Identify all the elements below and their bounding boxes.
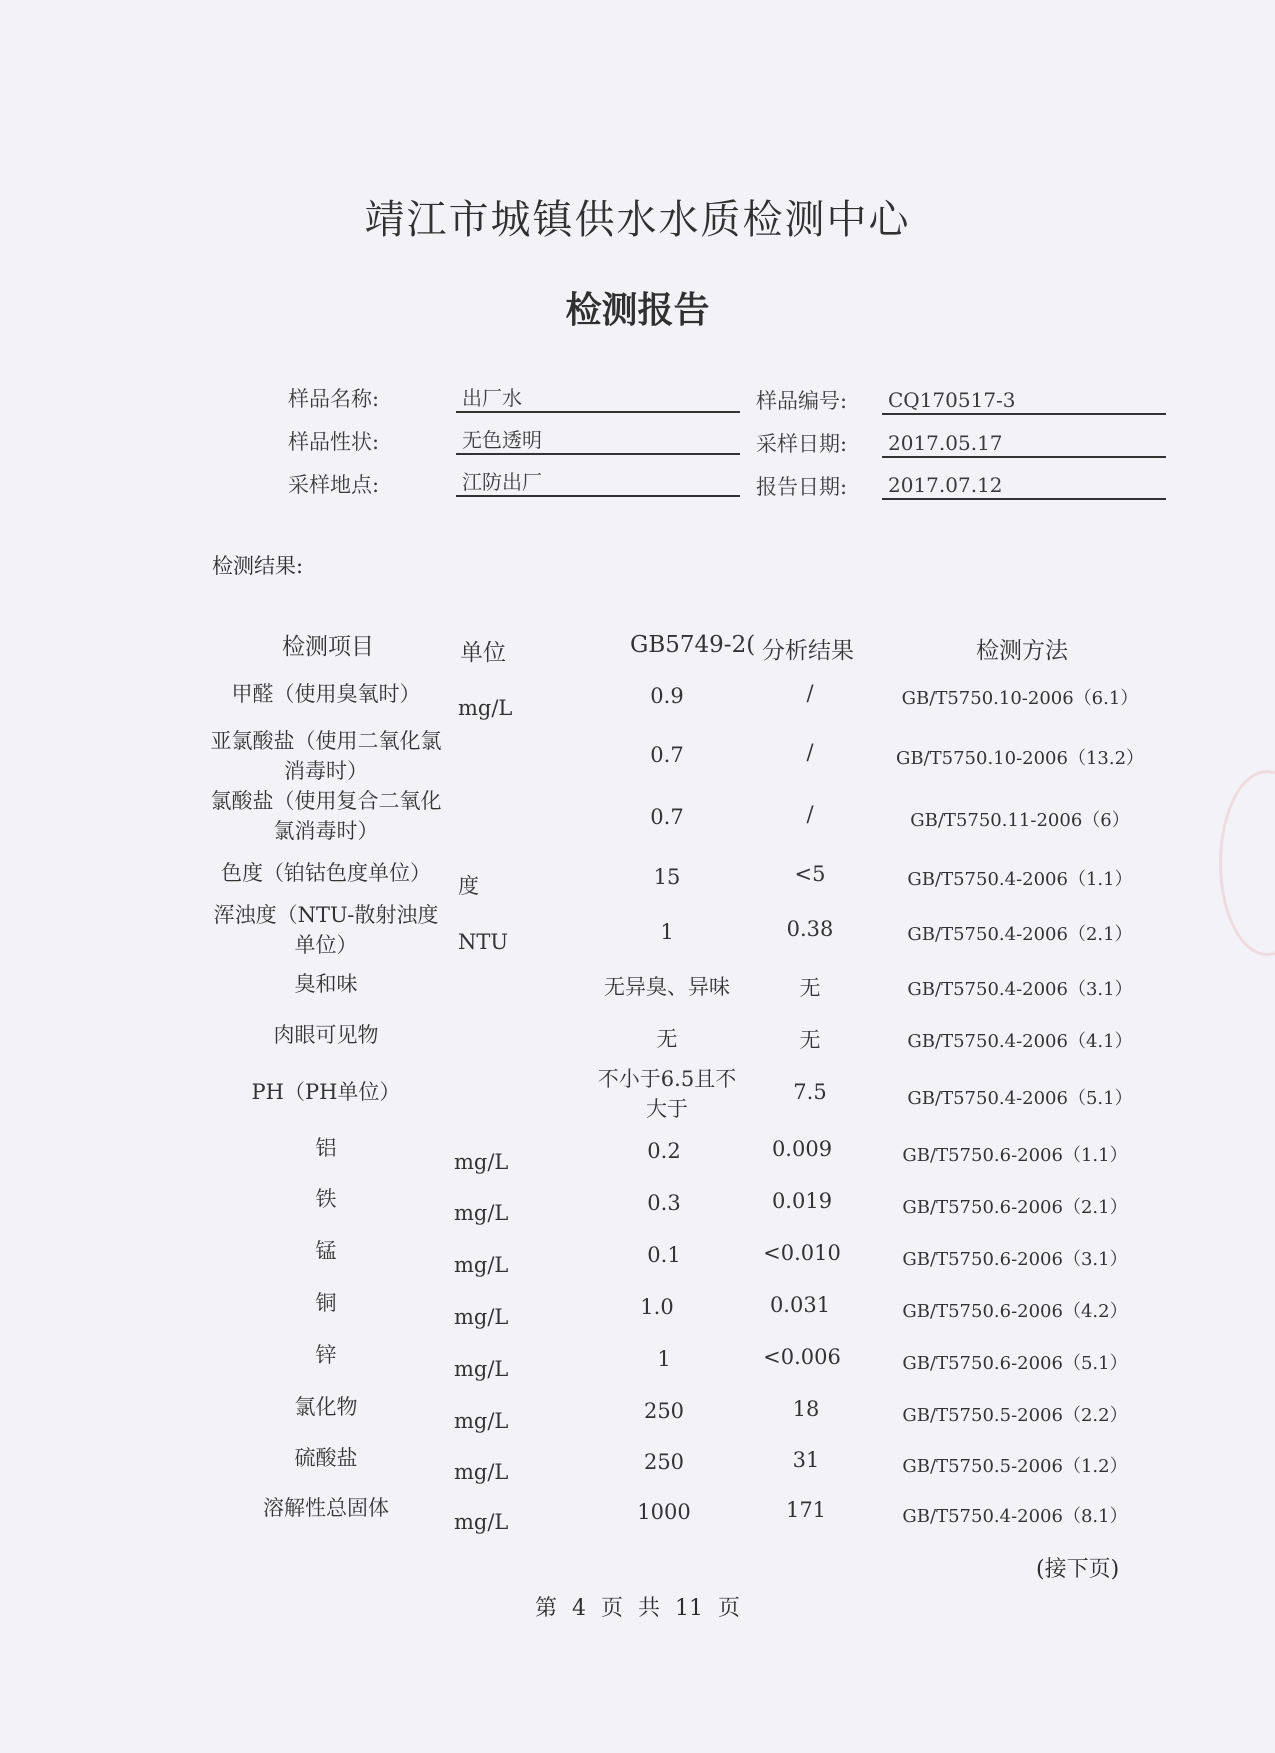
continue-note: (接下页) — [1036, 1557, 1120, 1582]
table-row-0-item: 甲醛（使用臭氧时） — [231, 682, 421, 706]
header-unit: 单位 — [460, 640, 506, 666]
table-row-14-unit: mg/L — [454, 1460, 509, 1484]
table-row-13-result: 18 — [792, 1397, 820, 1421]
table-row-0-unit: mg/L — [458, 696, 513, 720]
table-row-11-limit: 1.0 — [640, 1295, 674, 1319]
table-row-7-method: GB/T5750.4-2006（5.1） — [907, 1088, 1133, 1109]
table-row-11-result: 0.031 — [769, 1293, 831, 1317]
table-row-9-unit: mg/L — [454, 1201, 509, 1225]
table-row-8-unit: mg/L — [454, 1150, 509, 1174]
table-row-2-method: GB/T5750.11-2006（6） — [910, 810, 1130, 831]
table-row-9-result: 0.019 — [771, 1189, 833, 1213]
table-row-9-limit: 0.3 — [647, 1191, 681, 1215]
table-row-11-method: GB/T5750.6-2006（4.2） — [902, 1301, 1128, 1322]
sample-state-label: 样品性状: — [288, 430, 380, 454]
table-row-7-result: 7.5 — [793, 1080, 827, 1104]
sample-code-label: 样品编号: — [756, 389, 848, 413]
table-row-13-unit: mg/L — [454, 1409, 509, 1433]
table-row-3-method: GB/T5750.4-2006（1.1） — [907, 869, 1133, 890]
table-row-14-item: 硫酸盐 — [294, 1446, 358, 1470]
report-title: 检测报告 — [565, 289, 710, 331]
table-row-15-item: 溶解性总固体 — [263, 1496, 389, 1520]
sample-state-value: 无色透明 — [456, 425, 740, 455]
table-row-0-limit: 0.9 — [650, 684, 684, 708]
table-row-5-item: 臭和味 — [294, 972, 358, 996]
report-date-label: 报告日期: — [756, 475, 848, 499]
table-row-2-limit: 0.7 — [650, 805, 684, 829]
table-row-12-method: GB/T5750.6-2006（5.1） — [902, 1353, 1128, 1374]
table-row-0-result: / — [806, 681, 814, 705]
table-row-4-unit: NTU — [458, 930, 509, 954]
report-date-value: 2017.07.12 — [882, 470, 1166, 500]
table-row-7-limit: 不小于6.5且不大于 — [597, 1067, 737, 1121]
table-row-4-result: 0.38 — [786, 917, 834, 941]
table-row-5-result: 无 — [799, 976, 821, 1000]
sample-location-value: 江防出厂 — [456, 467, 740, 497]
page-number: 第 4 页 共 11 页 — [535, 1596, 740, 1621]
table-row-1-method: GB/T5750.10-2006（13.2） — [895, 748, 1145, 769]
table-row-3-item: 色度（铂钴色度单位） — [221, 861, 431, 885]
table-row-6-item: 肉眼可见物 — [273, 1023, 379, 1047]
table-row-11-item: 铜 — [315, 1291, 337, 1315]
table-row-15-method: GB/T5750.4-2006（8.1） — [902, 1506, 1128, 1527]
table-row-4-item: 浑浊度（NTU-散射浊度单位） — [213, 903, 439, 957]
table-row-6-method: GB/T5750.4-2006（4.1） — [907, 1031, 1133, 1052]
table-row-5-method: GB/T5750.4-2006（3.1） — [907, 979, 1133, 1000]
table-row-10-result: <0.010 — [763, 1241, 841, 1265]
table-row-10-method: GB/T5750.6-2006（3.1） — [902, 1249, 1128, 1270]
table-row-15-limit: 1000 — [637, 1500, 691, 1524]
table-row-3-limit: 15 — [653, 865, 681, 889]
table-row-12-item: 锌 — [315, 1343, 337, 1367]
table-row-13-item: 氯化物 — [294, 1395, 358, 1419]
sample-location-label: 采样地点: — [288, 473, 380, 497]
table-row-14-limit: 250 — [643, 1450, 685, 1474]
table-row-12-unit: mg/L — [454, 1357, 509, 1381]
organization-title: 靖江市城镇供水水质检测中心 — [364, 197, 911, 243]
sample-name-label: 样品名称: — [288, 387, 380, 411]
table-row-15-result: 171 — [785, 1498, 827, 1522]
table-row-0-method: GB/T5750.10-2006（6.1） — [901, 688, 1139, 709]
red-stamp-edge — [1219, 770, 1275, 956]
table-row-1-item: 亚氯酸盐（使用二氧化氯消毒时） — [210, 729, 442, 783]
header-item: 检测项目 — [282, 634, 374, 660]
table-row-7-item: PH（PH单位） — [251, 1080, 401, 1104]
table-row-3-result: <5 — [794, 862, 826, 886]
table-row-12-limit: 1 — [657, 1347, 671, 1371]
table-row-9-method: GB/T5750.6-2006（2.1） — [902, 1197, 1128, 1218]
results-label: 检测结果: — [212, 554, 304, 578]
table-row-6-result: 无 — [799, 1028, 821, 1052]
header-limit: GB5749-2( — [630, 632, 756, 658]
table-row-13-method: GB/T5750.5-2006（2.2） — [902, 1405, 1128, 1426]
table-row-8-result: 0.009 — [771, 1137, 833, 1161]
table-row-9-item: 铁 — [315, 1187, 337, 1211]
table-row-6-limit: 无 — [656, 1027, 678, 1051]
table-row-5-limit: 无异臭、异味 — [604, 975, 730, 999]
table-row-8-method: GB/T5750.6-2006（1.1） — [902, 1145, 1128, 1166]
sample-name-value: 出厂水 — [456, 383, 740, 413]
table-row-4-method: GB/T5750.4-2006（2.1） — [907, 924, 1133, 945]
table-row-2-result: / — [806, 802, 814, 826]
table-row-1-limit: 0.7 — [650, 743, 684, 767]
table-row-4-limit: 1 — [660, 920, 674, 944]
sample-date-label: 采样日期: — [756, 432, 848, 456]
table-row-10-item: 锰 — [315, 1239, 337, 1263]
table-row-10-limit: 0.1 — [647, 1243, 681, 1267]
header-result: 分析结果 — [762, 638, 854, 664]
sample-code-value: CQ170517-3 — [882, 385, 1166, 415]
table-row-3-unit: 度 — [458, 874, 479, 898]
table-row-2-item: 氯酸盐（使用复合二氧化氯消毒时） — [210, 789, 442, 843]
table-row-14-result: 31 — [792, 1448, 820, 1472]
table-row-13-limit: 250 — [643, 1399, 685, 1423]
table-row-8-limit: 0.2 — [647, 1139, 681, 1163]
table-row-8-item: 铝 — [315, 1136, 337, 1160]
table-row-14-method: GB/T5750.5-2006（1.2） — [902, 1456, 1128, 1477]
table-row-1-result: / — [806, 740, 814, 764]
table-row-15-unit: mg/L — [454, 1510, 509, 1534]
table-row-11-unit: mg/L — [454, 1305, 509, 1329]
table-row-10-unit: mg/L — [454, 1253, 509, 1277]
sample-date-value: 2017.05.17 — [882, 428, 1166, 458]
table-row-12-result: <0.006 — [763, 1345, 841, 1369]
header-method: 检测方法 — [976, 638, 1068, 664]
